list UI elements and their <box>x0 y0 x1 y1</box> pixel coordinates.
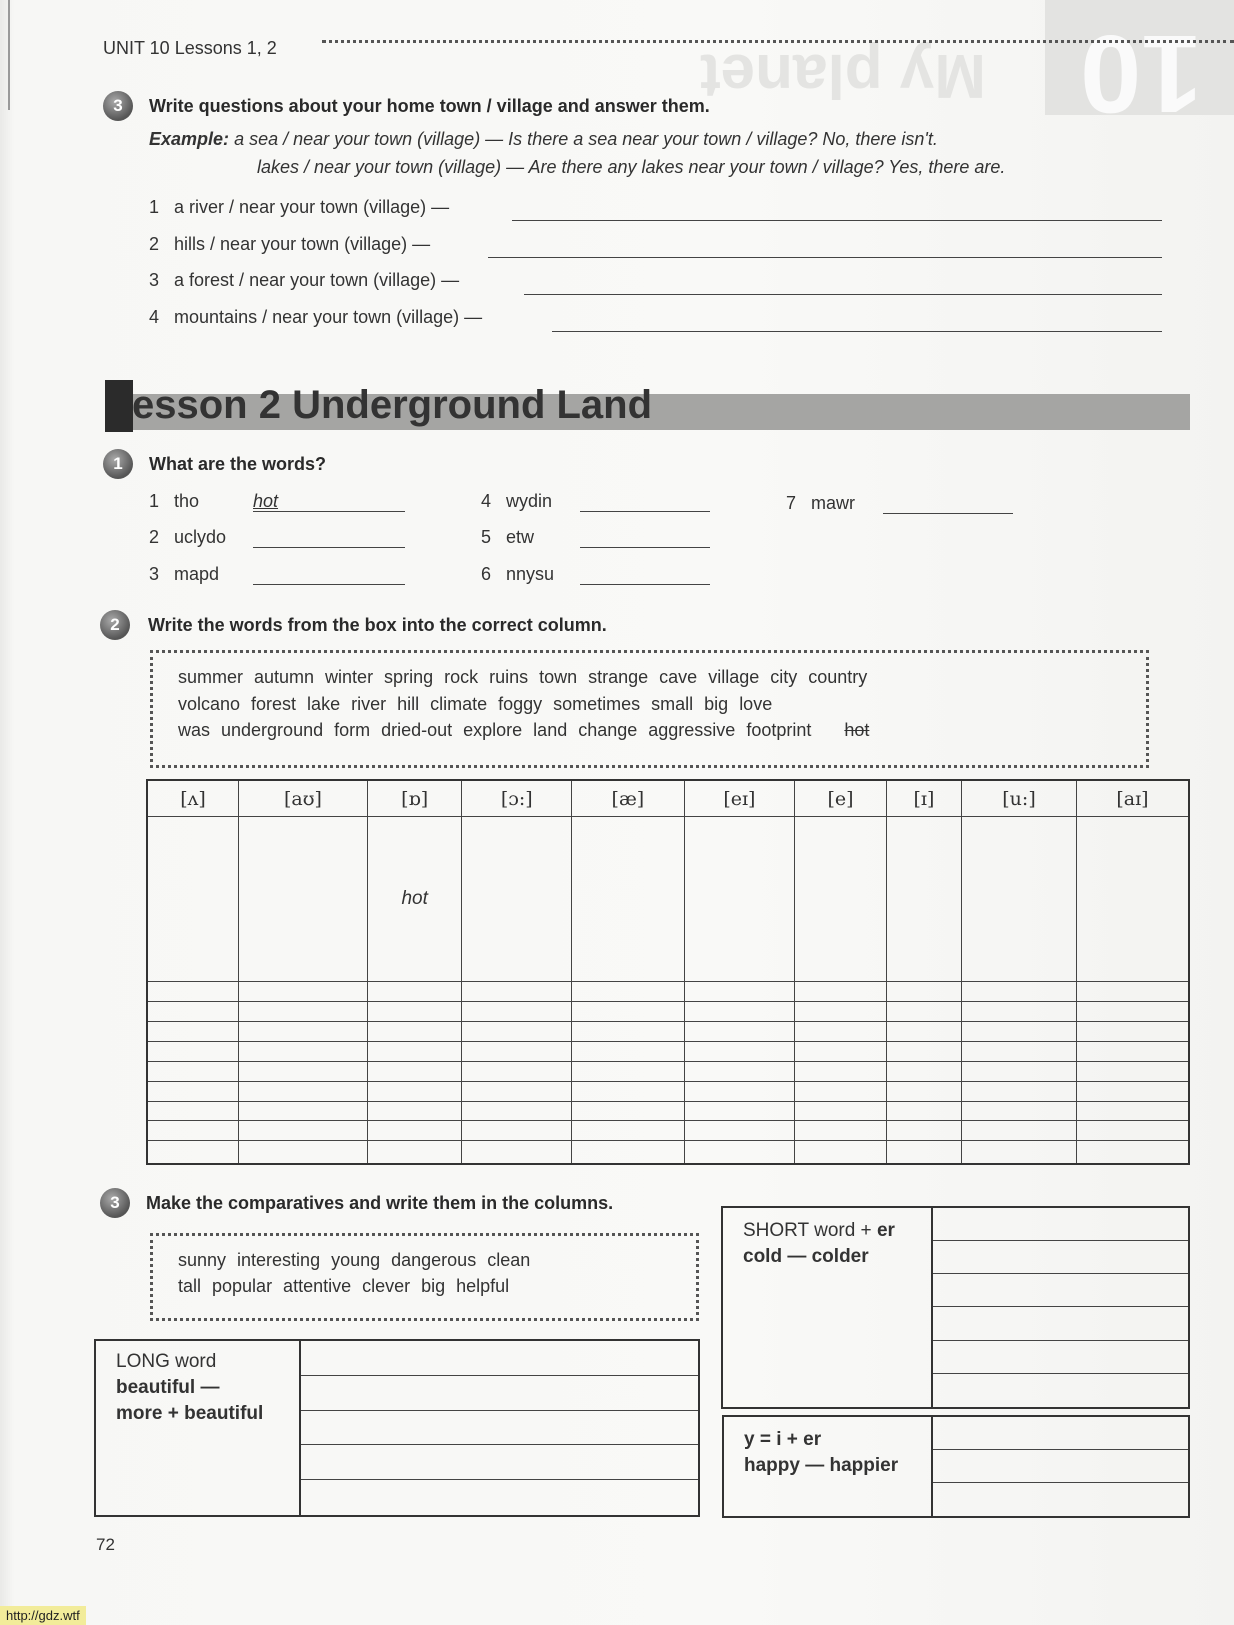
page-number: 72 <box>96 1535 115 1554</box>
table-cell[interactable] <box>367 1141 461 1164</box>
table-cell[interactable] <box>886 1061 961 1081</box>
table-cell[interactable] <box>684 1081 795 1101</box>
table-cell[interactable] <box>1076 1061 1189 1081</box>
table-cell[interactable] <box>795 1061 887 1081</box>
table-cell[interactable] <box>147 1042 239 1062</box>
table-cell[interactable] <box>462 1101 572 1121</box>
table-cell[interactable] <box>962 1081 1077 1101</box>
answer-line-2[interactable] <box>488 257 1162 258</box>
table-cell[interactable] <box>962 1002 1077 1022</box>
table-cell[interactable] <box>886 1022 961 1042</box>
column-header: [ʌ] <box>147 780 239 817</box>
anagram-item-7: 7 mawr <box>786 493 856 513</box>
table-row <box>147 1022 1189 1042</box>
table-cell[interactable] <box>147 817 239 982</box>
table-cell[interactable] <box>1076 1042 1189 1062</box>
sounds-header-row <box>147 780 1189 817</box>
table-cell[interactable] <box>239 1121 368 1141</box>
table-row <box>147 817 1189 982</box>
short-word-box <box>721 1206 1190 1409</box>
example-text: a sea / near your town (village) — Is there a sea near your town / village? No, there isn't. <box>234 129 938 149</box>
table-cell[interactable] <box>239 1002 368 1022</box>
anagram-line-4[interactable] <box>580 511 710 512</box>
column-header: [ɒ] <box>367 780 461 817</box>
table-cell[interactable] <box>795 1022 887 1042</box>
table-cell[interactable] <box>462 982 572 1002</box>
table-cell[interactable] <box>367 1022 461 1042</box>
short-word-answer-lines[interactable] <box>931 1208 1188 1407</box>
table-cell[interactable] <box>684 817 795 982</box>
table-cell[interactable] <box>1076 982 1189 1002</box>
table-cell[interactable] <box>795 1101 887 1121</box>
column-header: [u:] <box>962 780 1077 817</box>
table-cell[interactable] <box>462 1022 572 1042</box>
table-cell[interactable] <box>795 1141 887 1164</box>
table-cell[interactable] <box>239 1042 368 1062</box>
table-cell[interactable] <box>684 1061 795 1081</box>
table-cell[interactable] <box>795 1042 887 1062</box>
unit-banner-number: 10 <box>1080 12 1203 135</box>
task-number-badge: 3 <box>100 1188 130 1218</box>
question-item-1: 1 a river / near your town (village) — <box>149 197 450 217</box>
table-cell[interactable] <box>684 1141 795 1164</box>
anagram-line-5[interactable] <box>580 547 710 548</box>
table-row <box>147 1081 1189 1101</box>
question-item-2: 2 hills / near your town (village) — <box>149 234 431 254</box>
page-header: UNIT 10 Lessons 1, 2 <box>103 38 277 58</box>
table-cell[interactable] <box>886 1101 961 1121</box>
table-cell[interactable] <box>147 1141 239 1164</box>
table-cell[interactable] <box>572 1121 684 1141</box>
table-row <box>147 1101 1189 1121</box>
answer-line[interactable] <box>933 1374 1188 1407</box>
answer-line[interactable] <box>301 1480 698 1515</box>
table-row <box>147 982 1189 1002</box>
table-cell[interactable] <box>886 982 961 1002</box>
table-cell[interactable] <box>239 1081 368 1101</box>
anagram-answer-1: hot <box>253 491 279 511</box>
task-title: Write questions about your home town / village and answer them. <box>149 96 710 116</box>
table-cell[interactable] <box>962 1022 1077 1042</box>
answer-line[interactable] <box>301 1376 698 1411</box>
watermark-link[interactable]: http://gdz.wtf <box>0 1606 86 1625</box>
answer-line-1[interactable] <box>512 220 1162 221</box>
table-cell[interactable] <box>367 1061 461 1081</box>
comparatives-line-1: sunny interesting young dangerous clean <box>178 1250 531 1270</box>
table-cell[interactable] <box>572 1101 684 1121</box>
answer-line[interactable] <box>301 1445 698 1480</box>
task-number-badge: 3 <box>103 91 133 121</box>
y-rule-answer-lines[interactable] <box>931 1417 1188 1516</box>
table-cell[interactable] <box>367 1081 461 1101</box>
long-word-label: LONG word beautiful — more + beautiful <box>116 1351 264 1424</box>
table-cell[interactable] <box>962 1061 1077 1081</box>
table-cell[interactable] <box>239 1141 368 1164</box>
table-row <box>147 1061 1189 1081</box>
table-cell[interactable] <box>462 1002 572 1022</box>
table-cell[interactable] <box>239 982 368 1002</box>
answer-line[interactable] <box>301 1341 698 1376</box>
header-dotted-rule <box>322 40 1234 43</box>
column-header: [aɪ] <box>1076 780 1189 817</box>
table-cell[interactable] <box>962 817 1077 982</box>
table-cell[interactable] <box>367 1101 461 1121</box>
table-cell[interactable] <box>572 982 684 1002</box>
answer-line[interactable] <box>933 1450 1188 1483</box>
word-box-line-2: volcano forest lake river hill climate foggy sometimes small big love <box>178 694 773 714</box>
y-rule-box <box>722 1415 1190 1518</box>
comparatives-line-2: tall popular attentive clever big helpful <box>178 1276 510 1296</box>
answer-line[interactable] <box>933 1307 1188 1340</box>
table-cell[interactable] <box>462 1081 572 1101</box>
table-cell[interactable] <box>147 1061 239 1081</box>
table-cell[interactable] <box>795 1081 887 1101</box>
anagram-item-2: 2 uclydo <box>149 527 227 547</box>
table-cell[interactable] <box>962 982 1077 1002</box>
table-cell[interactable] <box>147 1081 239 1101</box>
task-title: What are the words? <box>149 454 327 474</box>
table-cell[interactable] <box>239 1061 368 1081</box>
table-cell[interactable] <box>572 1081 684 1101</box>
answer-line[interactable] <box>301 1411 698 1446</box>
anagram-line-7[interactable] <box>883 513 1013 514</box>
table-cell[interactable] <box>684 1121 795 1141</box>
table-cell[interactable] <box>239 1022 368 1042</box>
table-cell[interactable] <box>1076 1141 1189 1164</box>
task-title: Write the words from the box into the correct column. <box>148 615 607 635</box>
answer-line[interactable] <box>933 1417 1188 1450</box>
anagram-line-3[interactable] <box>253 584 405 585</box>
table-cell[interactable] <box>962 1042 1077 1062</box>
long-word-answer-lines[interactable] <box>299 1341 698 1515</box>
table-cell[interactable] <box>795 817 887 982</box>
task-number-badge: 1 <box>103 449 133 479</box>
table-cell[interactable] <box>886 817 961 982</box>
example-label: Example: <box>149 129 230 149</box>
table-cell[interactable] <box>684 1022 795 1042</box>
table-cell[interactable] <box>147 1101 239 1121</box>
table-cell[interactable] <box>1076 1022 1189 1042</box>
column-header: [aʊ] <box>239 780 368 817</box>
anagram-line-2[interactable] <box>253 547 405 548</box>
column-header: [eɪ] <box>684 780 795 817</box>
table-cell[interactable] <box>147 982 239 1002</box>
table-cell[interactable] <box>367 1042 461 1062</box>
example-line-1 <box>149 129 938 150</box>
answer-line[interactable] <box>933 1341 1188 1374</box>
page-spine <box>8 0 10 110</box>
anagram-item-6: 6 nnysu <box>481 564 555 584</box>
long-word-box <box>94 1339 700 1517</box>
unit-banner-title: My planet <box>700 41 986 110</box>
table-cell[interactable] <box>572 1061 684 1081</box>
table-cell[interactable] <box>1076 1101 1189 1121</box>
short-word-example: cold — colder <box>743 1246 869 1267</box>
column-header: [æ] <box>572 780 684 817</box>
table-cell[interactable] <box>1076 1081 1189 1101</box>
table-cell[interactable] <box>147 1121 239 1141</box>
table-cell[interactable] <box>886 1141 961 1164</box>
table-row <box>147 1141 1189 1164</box>
table-cell[interactable] <box>684 1002 795 1022</box>
table-cell[interactable] <box>795 982 887 1002</box>
example-line-2: lakes / near your town (village) — Are there any lakes near your town / village? Yes, there are. <box>257 157 1006 177</box>
question-item-4: 4 mountains / near your town (village) — <box>149 307 483 327</box>
table-cell[interactable] <box>462 817 572 982</box>
table-cell[interactable] <box>147 1022 239 1042</box>
table-cell[interactable] <box>886 1042 961 1062</box>
column-header: [e] <box>795 780 887 817</box>
table-cell[interactable] <box>147 1002 239 1022</box>
table-cell[interactable] <box>962 1101 1077 1121</box>
task-title: Make the comparatives and write them in the columns. <box>146 1193 614 1213</box>
struck-word: hot <box>844 720 870 740</box>
table-cell[interactable] <box>962 1141 1077 1164</box>
lesson-title: esson 2 Underground Land <box>132 383 653 427</box>
table-cell[interactable] <box>572 817 684 982</box>
table-cell[interactable] <box>684 1101 795 1121</box>
column-header: [ɔ:] <box>462 780 572 817</box>
table-cell[interactable] <box>962 1121 1077 1141</box>
table-cell[interactable] <box>239 1101 368 1121</box>
short-word-label: SHORT word + er cold — colder <box>743 1220 895 1267</box>
answer-line[interactable] <box>933 1274 1188 1307</box>
long-word-example-1: beautiful — <box>116 1377 220 1398</box>
table-cell[interactable] <box>572 1002 684 1022</box>
task-number-badge: 2 <box>100 610 130 640</box>
table-cell[interactable] <box>462 1042 572 1062</box>
anagram-line-1[interactable] <box>253 511 405 512</box>
table-cell[interactable] <box>1076 817 1189 982</box>
answer-line[interactable] <box>933 1241 1188 1274</box>
anagram-item-1: 1 tho <box>149 491 200 511</box>
anagram-item-4: 4 wydin <box>481 491 553 511</box>
anagram-item-5: 5 etw <box>481 527 535 547</box>
table-cell[interactable] <box>572 1022 684 1042</box>
word-box-line-1: summer autumn winter spring rock ruins town strange cave village city country <box>178 667 868 687</box>
sounds-table <box>146 779 1190 1165</box>
table-cell[interactable] <box>572 1141 684 1164</box>
table-cell[interactable] <box>886 1081 961 1101</box>
table-cell[interactable] <box>886 1002 961 1022</box>
column-header: [ɪ] <box>886 780 961 817</box>
answer-line[interactable] <box>933 1208 1188 1241</box>
answer-line-4[interactable] <box>552 331 1162 332</box>
table-cell[interactable] <box>684 982 795 1002</box>
long-word-example-2: more + beautiful <box>116 1403 264 1424</box>
table-cell[interactable] <box>1076 1121 1189 1141</box>
table-cell[interactable] <box>462 1121 572 1141</box>
anagram-item-3: 3 mapd <box>149 564 220 584</box>
table-cell[interactable] <box>239 817 368 982</box>
table-cell[interactable] <box>367 1002 461 1022</box>
table-row <box>147 1121 1189 1141</box>
table-cell[interactable] <box>886 1121 961 1141</box>
question-item-3: 3 a forest / near your town (village) — <box>149 270 460 290</box>
y-rule-label: y = i + er happy — happier <box>744 1429 899 1476</box>
answer-line[interactable] <box>933 1483 1188 1516</box>
answer-line-3[interactable] <box>524 294 1162 295</box>
y-rule-example: happy — happier <box>744 1455 899 1476</box>
table-row <box>147 1002 1189 1022</box>
table-cell[interactable] <box>684 1042 795 1062</box>
lesson-initial-block <box>105 380 133 432</box>
table-cell[interactable] <box>367 982 461 1002</box>
table-cell[interactable]: hot <box>367 817 461 982</box>
table-cell[interactable] <box>1076 1002 1189 1022</box>
table-cell[interactable] <box>462 1141 572 1164</box>
table-cell[interactable] <box>572 1042 684 1062</box>
table-cell[interactable] <box>462 1061 572 1081</box>
table-cell[interactable] <box>367 1121 461 1141</box>
table-row <box>147 1042 1189 1062</box>
table-cell[interactable] <box>795 1002 887 1022</box>
anagram-line-6[interactable] <box>580 584 710 585</box>
table-cell[interactable] <box>795 1121 887 1141</box>
word-box-line-3: was underground form dried-out explore land change aggressive footprint hot <box>178 720 870 740</box>
